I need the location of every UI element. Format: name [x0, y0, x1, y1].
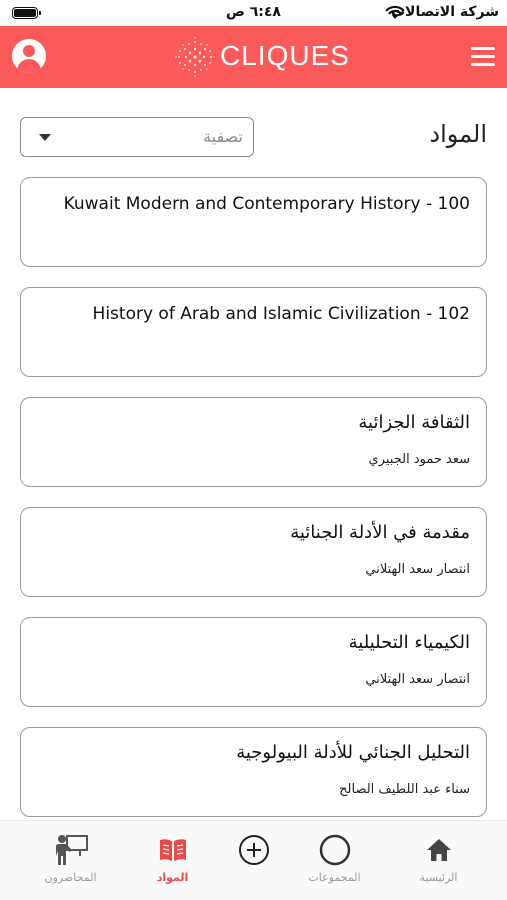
course-teacher: سناء عبد اللطيف الصالح — [339, 782, 470, 797]
course-name: Kuwait Modern and Contemporary History - 100 — [63, 194, 470, 214]
bottom-tab-bar — [0, 820, 507, 900]
tab-lecturers[interactable] — [20, 821, 121, 900]
tab-label: المجموعات — [308, 871, 361, 884]
course-teacher: انتصار سعد الهتلاني — [365, 672, 470, 687]
add-circle-icon — [238, 834, 270, 866]
page-title: المواد — [429, 120, 487, 148]
carrier-name: شركة الاتصالات — [390, 4, 499, 20]
book-icon — [158, 837, 188, 863]
tab-label: المحاضرون — [44, 871, 97, 884]
tab-home[interactable] — [388, 821, 489, 900]
status-time: ٦:٤٨ ص — [226, 4, 281, 20]
tab-groups[interactable] — [284, 821, 385, 900]
filter-placeholder: تصفية — [203, 127, 243, 146]
course-card[interactable] — [20, 617, 487, 707]
course-card[interactable] — [20, 177, 487, 267]
lecturer-icon — [53, 834, 89, 866]
course-name: مقدمة في الأدلة الجنائية — [290, 522, 470, 543]
course-name: History of Arab and Islamic Civilization - 102 — [92, 304, 470, 324]
home-icon — [425, 837, 453, 863]
course-teacher: انتصار سعد الهتلاني — [365, 562, 470, 577]
course-card[interactable] — [20, 727, 487, 817]
circle-icon — [319, 834, 351, 866]
brand-name: CLIQUES — [220, 40, 350, 71]
course-name: الثقافة الجزائية — [358, 412, 470, 433]
tab-label: الرئيسية — [419, 871, 458, 884]
course-card[interactable] — [20, 507, 487, 597]
course-teacher: سعد حمود الجبيري — [368, 452, 470, 467]
course-card[interactable] — [20, 397, 487, 487]
course-name: الكيمياء التحليلية — [348, 632, 470, 653]
course-card[interactable] — [20, 287, 487, 377]
tab-label: المواد — [156, 871, 189, 884]
course-name: التحليل الجنائي للأدلة البيولوجية — [236, 742, 470, 763]
